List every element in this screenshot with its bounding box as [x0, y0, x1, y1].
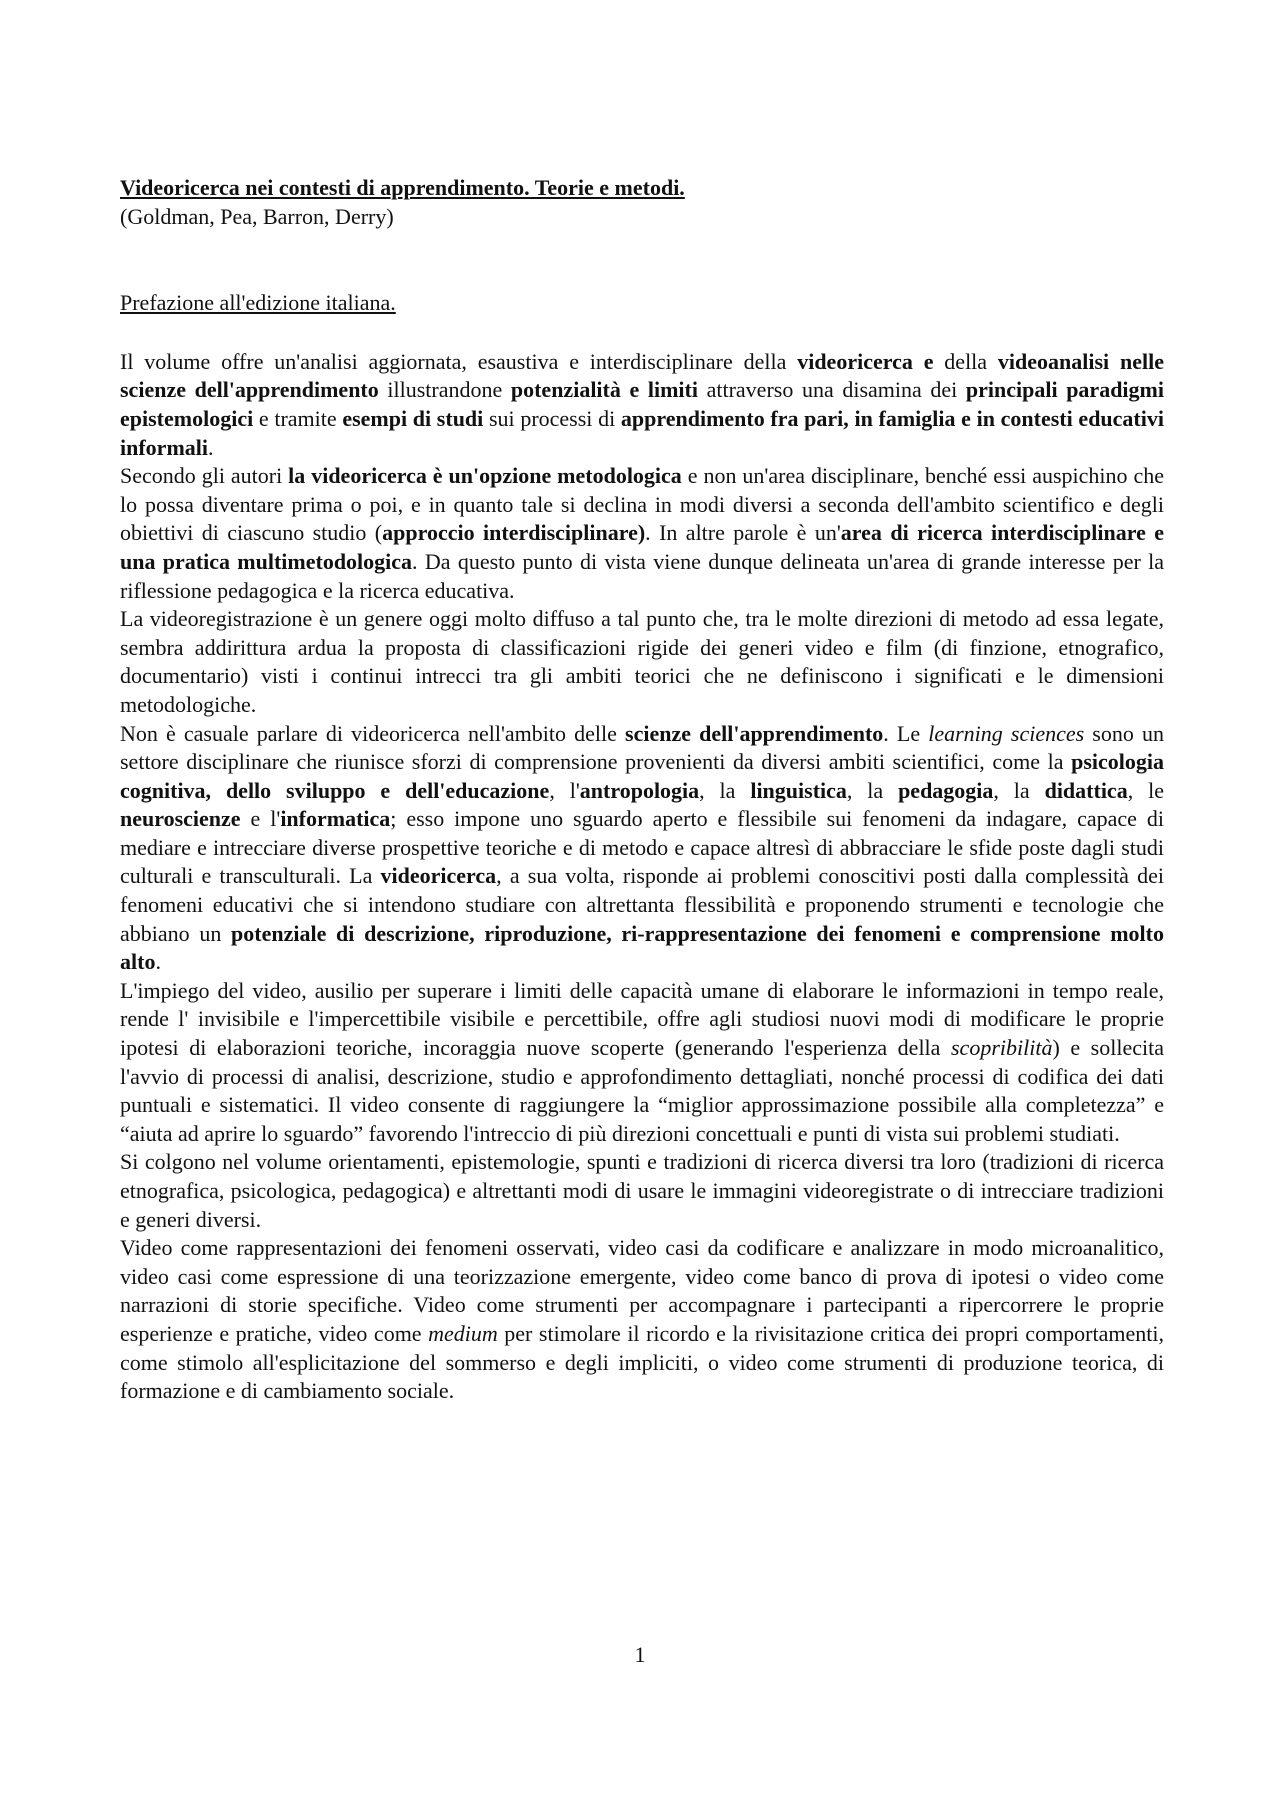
bold-text: informatica: [280, 806, 391, 832]
paragraph: [120, 462, 1164, 605]
bold-text: area di ricerca interdisciplinare e una pratica multimetodologica: [120, 520, 1165, 574]
text-run: Video come rappresentazioni dei fenomeni osservati, video casi da codificare e analizzare in modo microanalitico, video casi come espressione di una teorizzazione emergente, video come banco di prova di ipotesi o video come narrazioni di storie specifiche. Video come strumenti per accompagnare i partecipanti a ripercorrere le proprie esperienze e pratiche, video come: [120, 1235, 1164, 1346]
text-run: illustrandone: [378, 377, 511, 403]
text-run: Secondo gli autori: [120, 463, 289, 489]
text-run: ) e sollecita l'avvio di processi di analisi, descrizione, studio e approfondimento dettagliati, nonché processi di codifica dei dati puntuali e sistematici. Il video consente di raggiungere la “miglior approssimazione possibile alla completezza” e “aiuta ad aprire lo sguardo” favorendo l'intreccio di più direzioni concettuali e punti di vista sui problemi studiati.: [120, 1035, 1164, 1146]
text-run: Si colgono nel volume orientamenti, epistemologie, spunti e tradizioni di ricerca diversi tra loro (tradizioni di ricerca etnografica, psicologica, pedagogica) e altrettanti modi di usare le immagini videoregistrate o di intrecciare tradizioni e generi diversi.: [120, 1149, 1164, 1232]
paragraph: [120, 977, 1164, 1149]
bold-text: videoricerca: [380, 863, 497, 889]
text-run: . Le: [883, 720, 929, 746]
text-run: ; esso impone uno sguardo aperto e flessibile sui fenomeni da indagare, capace di mediare e intrecciare diverse prospettive teoriche e di metodo e capace altresì di abbracciare le sfide poste dagli studi culturali e transculturali. La: [120, 806, 1164, 889]
text-run: e l': [240, 806, 281, 832]
bold-text: psicologia cognitiva, dello sviluppo e dell'educazione: [120, 749, 1164, 803]
italic-text: learning sciences: [928, 720, 1085, 746]
text-run: e non un'area disciplinare, benché essi auspichino che lo possa diventare prima o poi, e in quanto tale si declina in modi diversi a seconda dell'ambito scientifico e degli obiettivi di ciascuno studio (: [120, 463, 1164, 546]
text-run: sono un settore disciplinare che riunisce sforzi di comprensione provenienti da diversi ambiti scientifici, come la: [120, 720, 1164, 775]
text-run: . In altre parole è un': [645, 520, 841, 546]
bold-text: potenziale di descrizione, riproduzione, ri-rappresentazione dei fenomeni e comprensione molto alto: [120, 920, 1164, 975]
paragraph: [120, 1148, 1164, 1234]
text-run: . Da questo punto di vista viene dunque delineata un'area di grande interesse per la riflessione pedagogica e la ricerca educativa.: [120, 548, 1164, 603]
document-page: [120, 174, 1164, 1406]
text-run: , la: [846, 777, 899, 803]
document-title: Videoricerca nei contesti di apprendimento. Teorie e metodi.: [120, 175, 685, 200]
text-run: .: [208, 434, 214, 460]
text-run: , la: [993, 777, 1045, 803]
paragraph: [120, 605, 1164, 719]
paragraph: [120, 348, 1164, 462]
bold-text: scienze dell'apprendimento: [625, 720, 884, 746]
bold-text: linguistica: [750, 777, 847, 803]
bold-text: apprendimento fra pari, in famiglia e in contesti educativi informali: [120, 405, 1164, 460]
text-run: , le: [1127, 777, 1164, 803]
section-heading: Prefazione all'edizione italiana.: [120, 290, 396, 316]
text-run: .: [155, 949, 161, 975]
text-run: della: [933, 348, 998, 374]
document-authors: (Goldman, Pea, Barron, Derry): [120, 203, 394, 229]
text-run: , l': [549, 777, 580, 803]
bold-text: pedagogia: [898, 777, 994, 803]
text-run: , la: [699, 777, 751, 803]
bold-text: neuroscienze: [120, 806, 241, 832]
text-run: La videoregistrazione è un genere oggi molto diffuso a tal punto che, tra le molte direzioni di metodo ad essa legate, sembra addirittura ardua la proposta di classificazioni rigide dei generi video e film (di finzione, etnografico, documentario) visti i continui intrecci tra gli ambiti teorici che ne definiscono i significati e le dimensioni metodologiche.: [120, 606, 1164, 717]
text-run: sui processi di: [483, 405, 621, 431]
text-run: Non è casuale parlare di videoricerca nell'ambito delle: [120, 720, 626, 746]
text-run: L'impiego del video, ausilio per superare i limiti delle capacità umane di elaborare le informazioni in tempo reale, rende l' invisibile e l'impercettibile visibile e percettibile, offre agli studiosi nuovi modi di modificare le proprie ipotesi di elaborazioni teoriche, incoraggia nuove scoperte (generando l'esperienza della: [120, 977, 1164, 1061]
paragraph: [120, 720, 1164, 977]
bold-text: la videoricerca è un'opzione metodologica: [288, 463, 682, 489]
text-run: Il volume offre un'analisi aggiornata, esaustiva e interdisciplinare della: [120, 348, 798, 374]
page-number: 1: [634, 1642, 646, 1667]
text-run: attraverso una disamina dei: [697, 377, 966, 403]
bold-text: didattica: [1044, 777, 1128, 803]
text-run: per stimolare il ricordo e la rivisitazione critica dei propri comportamenti, come stimolo all'esplicitazione del sommerso e degli impliciti, o video come strumenti di produzione teorica, di formazione e di cambiamento sociale.: [120, 1320, 1164, 1404]
text-run: e tramite: [253, 405, 343, 431]
bold-text: videoricerca e: [797, 348, 934, 374]
text-run: , a sua volta, risponde ai problemi conoscitivi posti dalla complessità dei fenomeni educativi che si intendono studiare con altrettanta flessibilità e proponendo strumenti e tecnologie che abbiano un: [120, 863, 1164, 946]
paragraph: [120, 1234, 1164, 1406]
italic-text: medium: [428, 1320, 498, 1346]
bold-text: antropologia: [579, 777, 700, 803]
bold-text: principali paradigmi epistemologici: [120, 377, 1164, 431]
body-text: [120, 348, 1164, 1406]
bold-text: esempi di studi: [342, 405, 484, 431]
italic-text: scopribilità: [951, 1035, 1053, 1061]
bold-text: potenzialità e limiti: [510, 377, 698, 403]
bold-text: videoanalisi nelle scienze dell'apprendimento: [120, 348, 1164, 403]
bold-text: approccio interdisciplinare): [382, 520, 646, 546]
